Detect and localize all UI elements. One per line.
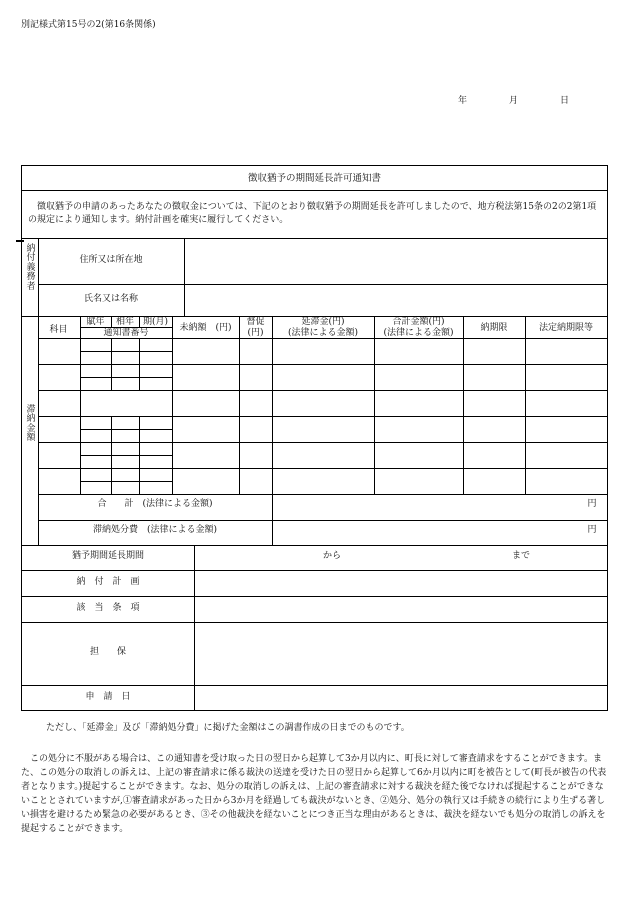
col-reminder-unit: (円)	[247, 328, 264, 338]
application-date-field[interactable]	[195, 686, 606, 710]
taxpayer-section-label: 納 付 義 務 者	[26, 244, 36, 292]
extension-until: まで	[511, 551, 530, 561]
sum-unit: 円	[587, 499, 597, 509]
sum-label: 合 計 (法律による金額)	[97, 499, 213, 509]
col-due-date: 納期限	[480, 323, 508, 333]
date-day-label: 日	[560, 96, 570, 106]
date-month-label: 月	[509, 96, 519, 106]
payment-plan-label: 納 付 計 画	[76, 577, 140, 587]
col-period: 期(月)	[142, 317, 169, 327]
payment-plan-field[interactable]	[195, 571, 606, 595]
col-delinquency: 延滞金(円)	[301, 317, 345, 327]
footnote: ただし、「延滞金」及び「滞納処分費」に掲げた金額はこの調書作成の日までのものです。	[46, 723, 410, 733]
disposal-unit: 円	[587, 525, 597, 535]
name-label: 氏名又は名称	[83, 294, 138, 304]
extension-from: から	[322, 551, 341, 561]
col-total-note: (法律による金額)	[383, 328, 454, 338]
disposal-label: 滞納処分費 (法律による金額)	[92, 525, 218, 535]
col-subject: 科目	[49, 325, 68, 335]
col-unpaid: 未納額 (円)	[179, 323, 232, 333]
applicable-clause-label: 該 当 条 項	[76, 603, 140, 613]
col-statutory-due: 法定納期限等	[538, 323, 593, 333]
col-reminder: 督促	[246, 317, 265, 327]
extension-period-label: 猶予期間延長期間	[71, 551, 144, 561]
collateral-label: 担 保	[89, 647, 126, 657]
arrears-section-label: 滞 納 金 額	[26, 405, 36, 444]
address-label: 住所又は所在地	[79, 255, 143, 265]
col-year: 賦年	[86, 317, 105, 327]
date-year-label: 年	[458, 96, 468, 106]
intro-paragraph: 徴収猶予の申請のあったあなたの徴収金については、下記のとおり徴収猶予の期間延長を許可しましたので、地方税法第15条の2の2第1項の規定により通知します。納付計画を確実に履行してください。	[28, 202, 597, 226]
form-number: 別記様式第15号の2(第16条関係)	[21, 20, 156, 30]
appeal-notice: この処分に不服がある場合は、この通知書を受け取った日の翌日から起算して3か月以内に、町長に対して審査請求をすることができます。また、この処分の取消しの訴えは、上記の審査請求に係る裁決の送達を受けた日の翌日から起算して6か月以内に町を被告として(町長が被告の代表者となります。)提起することができます。なお、処分の取消しの訴えは、上記の審査請求に対する裁決を経た後でなければ提起することができないこととされていますが,①審査請求があった日から3か月を経過しても裁決がないとき、②処分、処分の執行又は手続きの続行により生ずる著しい損害を避けるため緊急の必要があるとき、③その他裁決を経ないことにつき正当な理由があるときは、裁決を経ないでも処分の取消しの訴えを提起することができます。	[21, 754, 607, 834]
name-field[interactable]	[185, 285, 606, 315]
form-title: 徴収猶予の期間延長許可通知書	[247, 173, 381, 184]
address-field[interactable]	[185, 239, 606, 283]
col-relyear: 相年	[115, 317, 134, 327]
collateral-field[interactable]	[195, 623, 606, 684]
col-delinquency-note: (法律による金額)	[287, 328, 359, 338]
col-notice-number: 通知書番号	[103, 328, 149, 338]
notice-form-table	[21, 165, 608, 711]
application-date-label: 申 請 日	[85, 692, 131, 702]
applicable-clause-field[interactable]	[195, 597, 606, 621]
col-total: 合計金額(円)	[392, 317, 445, 327]
